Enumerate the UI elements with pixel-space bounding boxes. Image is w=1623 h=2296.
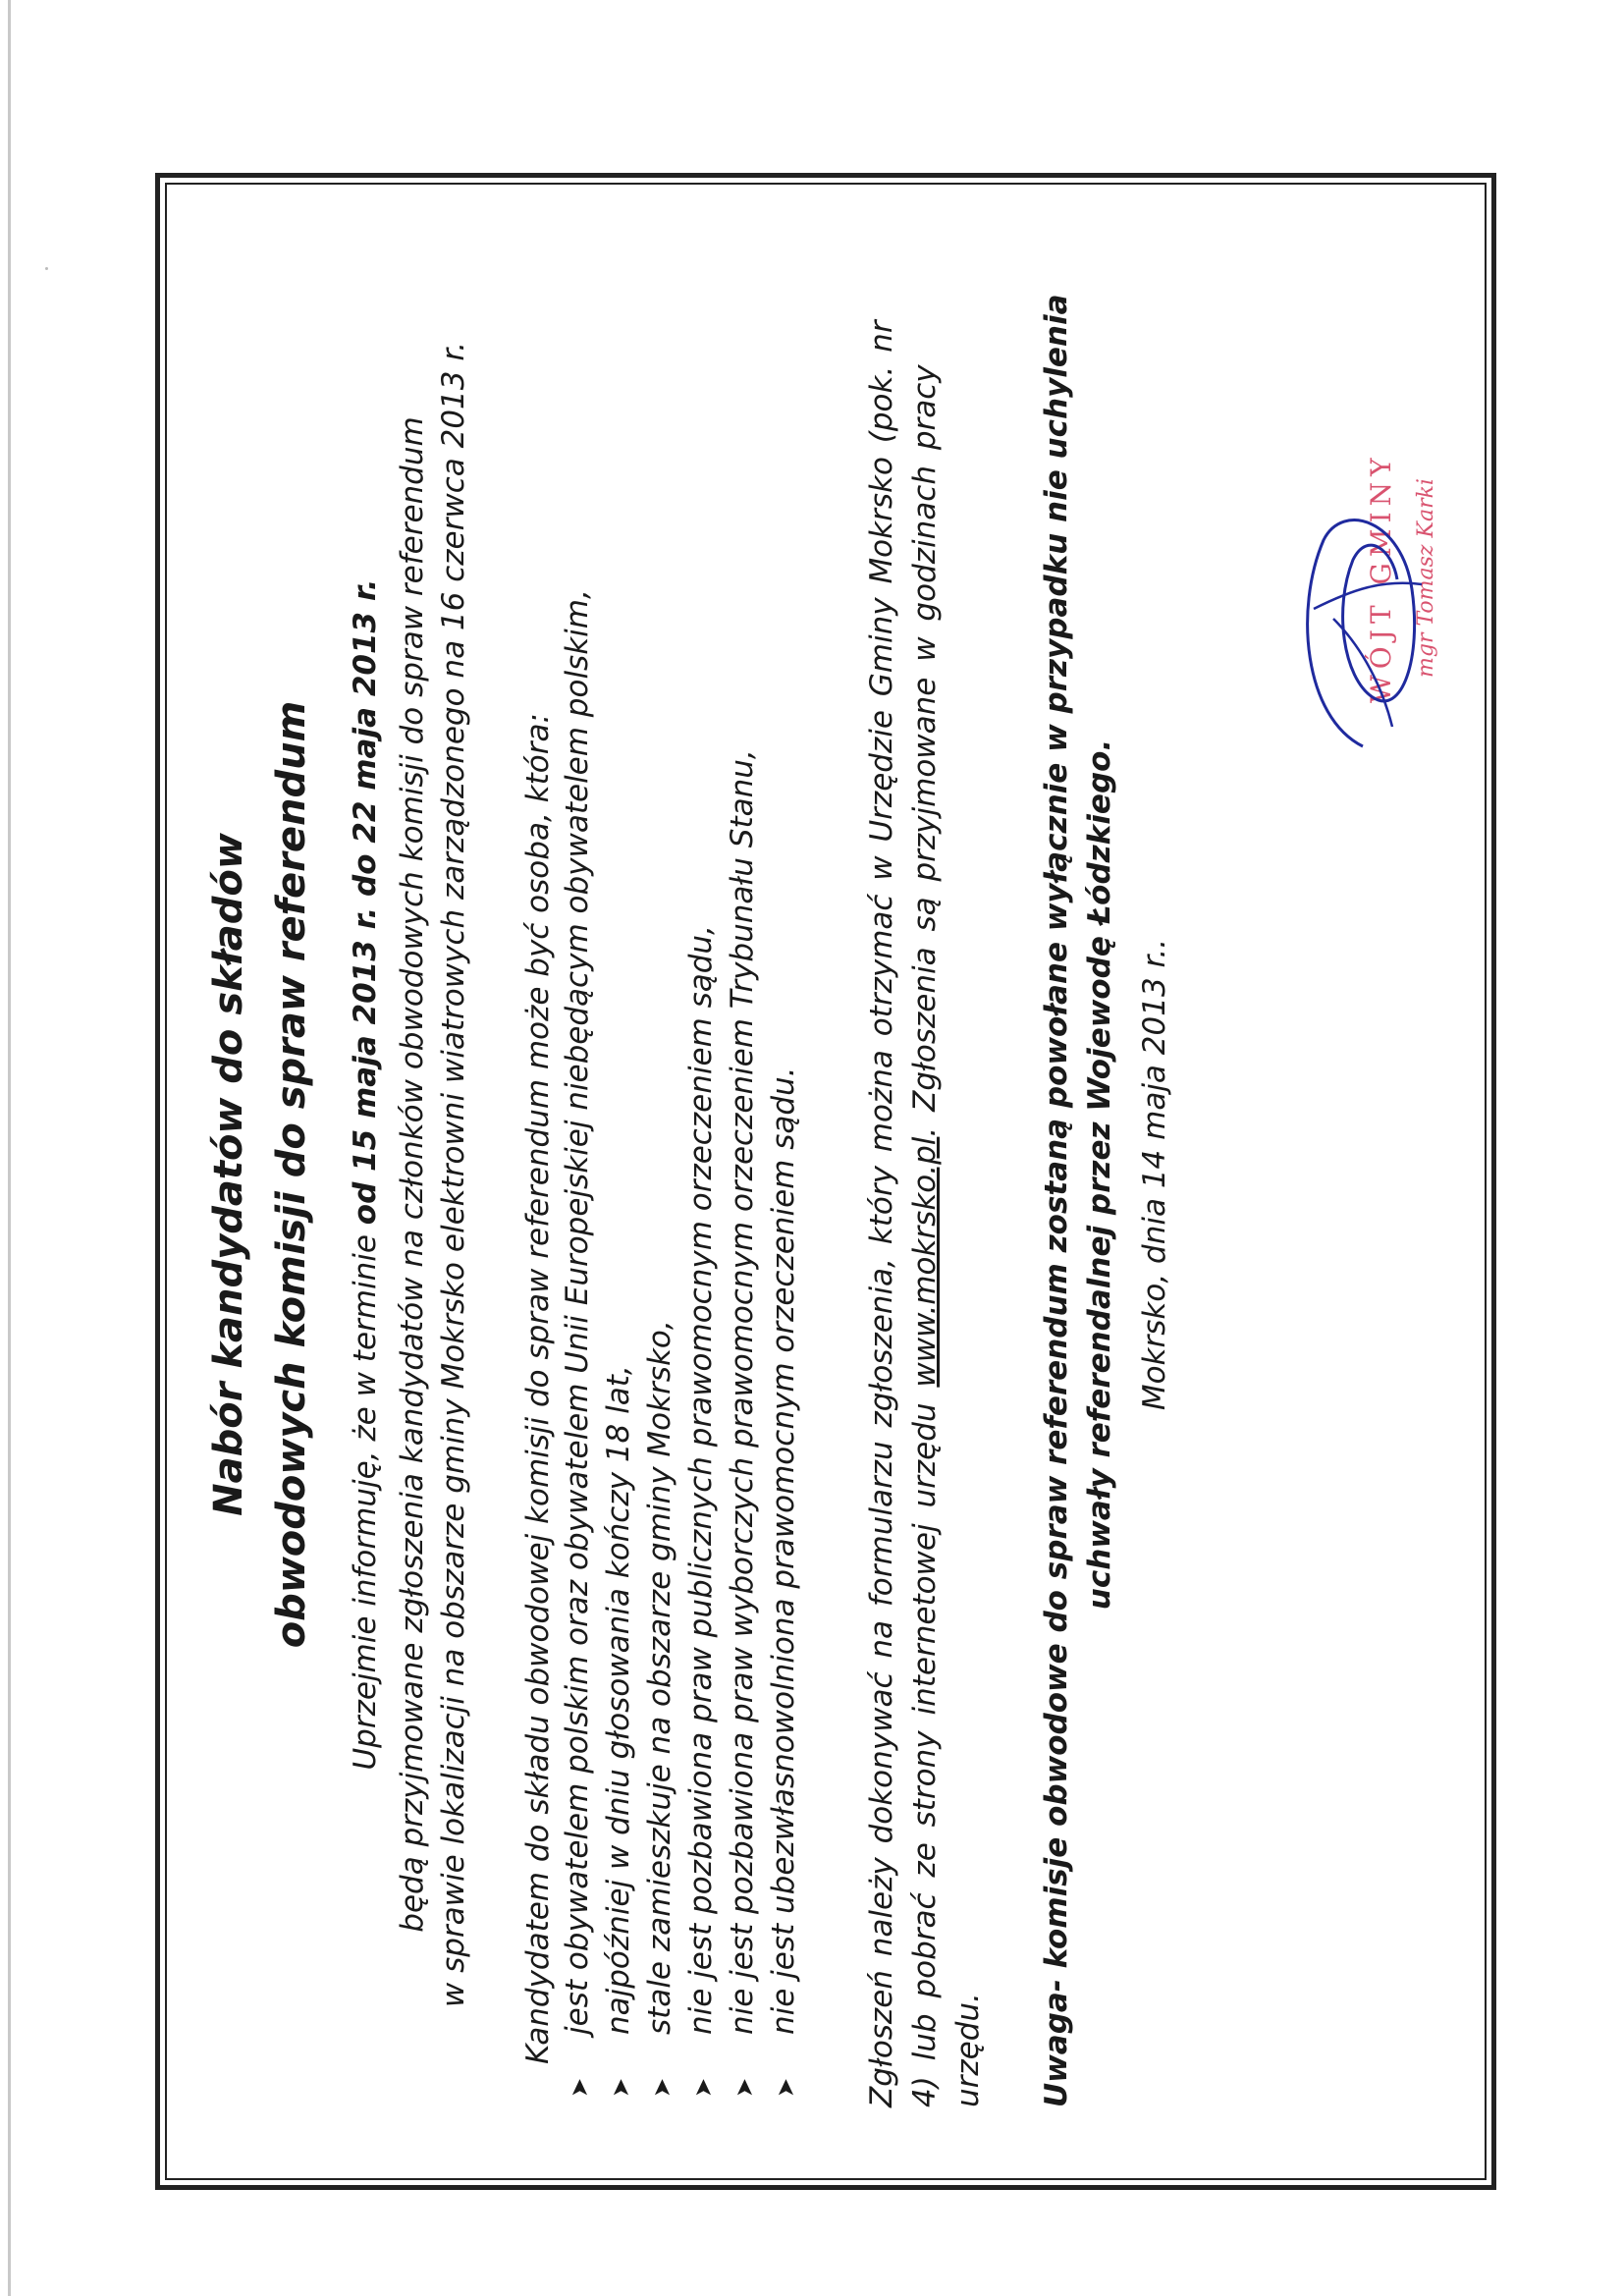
- bullet-icon: ➤: [772, 2077, 799, 2098]
- requirement-item: jest obywatelem polskim oraz obywatelem Unii Europejskiej niebędącym obywatelem polskim,: [560, 589, 595, 2035]
- notice-line-1: Uwaga- komisje obwodowe do spraw referendum zostaną powołane wyłącznie w przypadku nie uchylenia: [1039, 294, 1074, 2107]
- notice-line-2: uchwały referendalnej przez Wojewodę Łódzkiego.: [1082, 738, 1117, 1611]
- requirement-item: nie jest ubezwłasnowolniona prawomocnym orzeczeniem sądu.: [766, 1066, 801, 2035]
- requirement-item: nie jest pozbawiona praw publicznych prawomocnym orzeczeniem sądu,: [683, 925, 719, 2035]
- intro-line-3: w sprawie lokalizacji na obszarze gminy Mokrsko elektrowni wiatrowych zarządzonego na 16 czerwca 2013 r.: [436, 341, 471, 2008]
- requirement-item: najpóźniej w dniu głosowania kończy 18 lat,: [601, 1365, 636, 2035]
- submission-text-suffix: . Zgłoszenia są przyjmowane w godzinach pracy: [907, 364, 943, 1137]
- bullet-icon: ➤: [689, 2077, 717, 2098]
- intro-line-2: będą przyjmowane zgłoszenia kandydatów na członków obwodowych komisji do spraw referendum: [395, 416, 430, 1933]
- intro-line-1: [348, 242, 383, 2107]
- title-line-1: Nabór kandydatów do składów: [206, 833, 251, 1516]
- requirement-item: stale zamieszkuje na obszarze gminy Mokrsko,: [642, 1320, 677, 2035]
- submission-line-1: Zgłoszeń należy dokonywać na formularzu zgłoszenia, który można otrzymać w Urzędzie Gminy Mokrsko (pok. nr: [864, 320, 899, 2107]
- requirement-item: nie jest pozbawiona praw wyborczych prawomocnym orzeczeniem Trybunału Stanu,: [725, 749, 760, 2035]
- bullet-icon: ➤: [730, 2077, 758, 2098]
- scan-edge-line: [8, 0, 11, 2296]
- bullet-icon: ➤: [607, 2077, 634, 2098]
- scan-speck: [45, 267, 48, 270]
- website-link[interactable]: www.mokrsko.pl: [907, 1136, 943, 1388]
- candidate-intro: Kandydatem do składu obwodowej komisji do spraw referendum może być osoba, która:: [520, 713, 556, 2064]
- bullet-icon: ➤: [566, 2077, 593, 2098]
- official-stamp-name: mgr Tomasz Karki: [1414, 478, 1438, 678]
- submission-line-2: [907, 364, 943, 2107]
- intro-prefix: Uprzejmie informuję, że w terminie: [348, 1225, 383, 1771]
- intro-dates: od 15 maja 2013 r. do 22 maja 2013 r.: [348, 578, 383, 1226]
- official-stamp-title: WÓJT GMINY: [1365, 452, 1397, 703]
- place-date: Mokrsko, dnia 14 maja 2013 r..: [1137, 938, 1172, 1411]
- submission-text: 4) lub pobrać ze strony internetowej urzędu: [907, 1387, 943, 2107]
- title-line-2: obwodowych komisji do spraw referendum: [269, 700, 314, 1649]
- submission-line-3: urzędu.: [950, 1993, 986, 2107]
- rotated-notice-sheet: [155, 173, 1496, 2190]
- bullet-icon: ➤: [648, 2077, 676, 2098]
- handwritten-signature-icon: [1294, 501, 1432, 756]
